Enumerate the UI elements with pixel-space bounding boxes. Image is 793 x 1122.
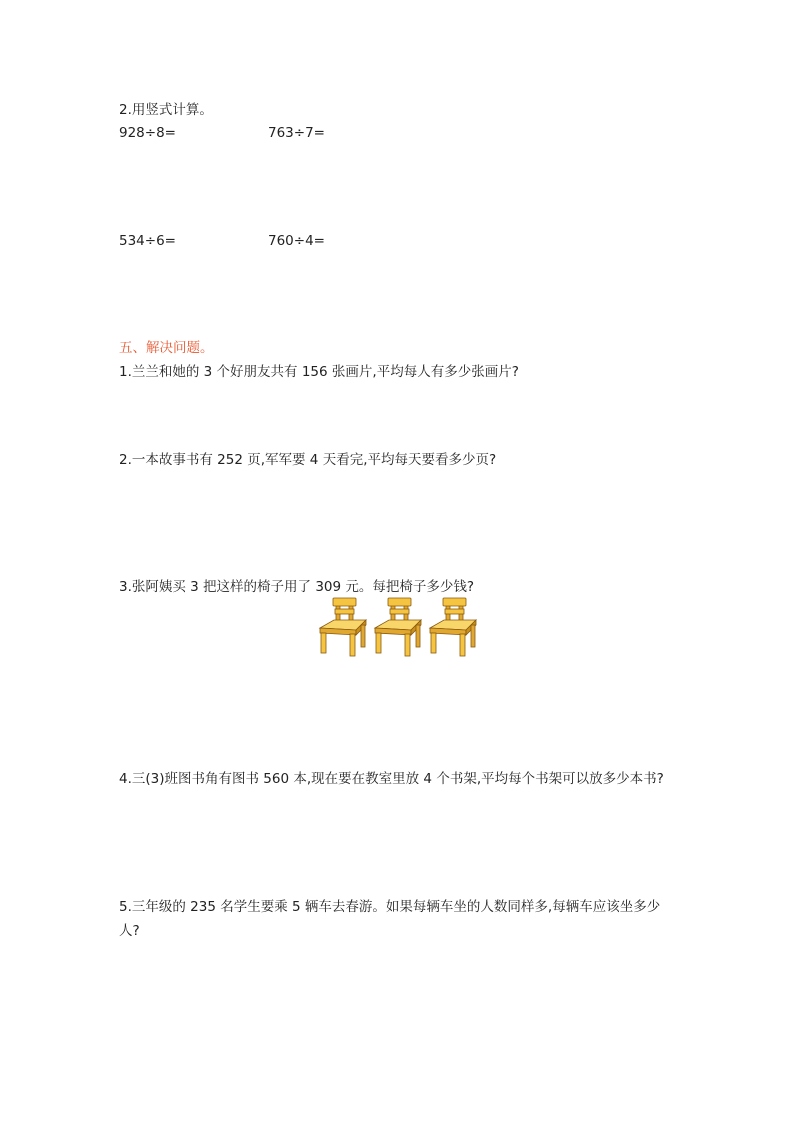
question-1: 1.兰兰和她的 3 个好朋友共有 156 张画片,平均每人有多少张画片? [119, 364, 519, 380]
chairs-illustration [316, 596, 478, 660]
question-2: 2.一本故事书有 252 页,军军要 4 天看完,平均每天要看多少页? [119, 452, 497, 468]
question-3: 3.张阿姨买 3 把这样的椅子用了 309 元。每把椅子多少钱? [119, 579, 475, 595]
chairs-svg [316, 596, 478, 660]
question-5: 5.三年级的 235 名学生要乘 5 辆车去春游。如果每辆车坐的人数同样多,每辆车应该坐多少人? [119, 899, 661, 939]
chair-icon [430, 598, 476, 656]
problem-760-div-4: 760÷4= [268, 233, 325, 249]
problem-763-div-7: 763÷7= [268, 125, 325, 141]
chair-icon [320, 598, 366, 656]
problem-534-div-6: 534÷6= [119, 233, 176, 249]
chair-icon [375, 598, 421, 656]
problem-928-div-8: 928÷8= [119, 125, 176, 141]
section5-title: 五、解决问题。 [119, 340, 214, 356]
part2-title: 2.用竖式计算。 [119, 102, 213, 118]
question-4: 4.三(3)班图书角有图书 560 本,现在要在教室里放 4 个书架,平均每个书架可以放多少本书? [119, 771, 664, 787]
